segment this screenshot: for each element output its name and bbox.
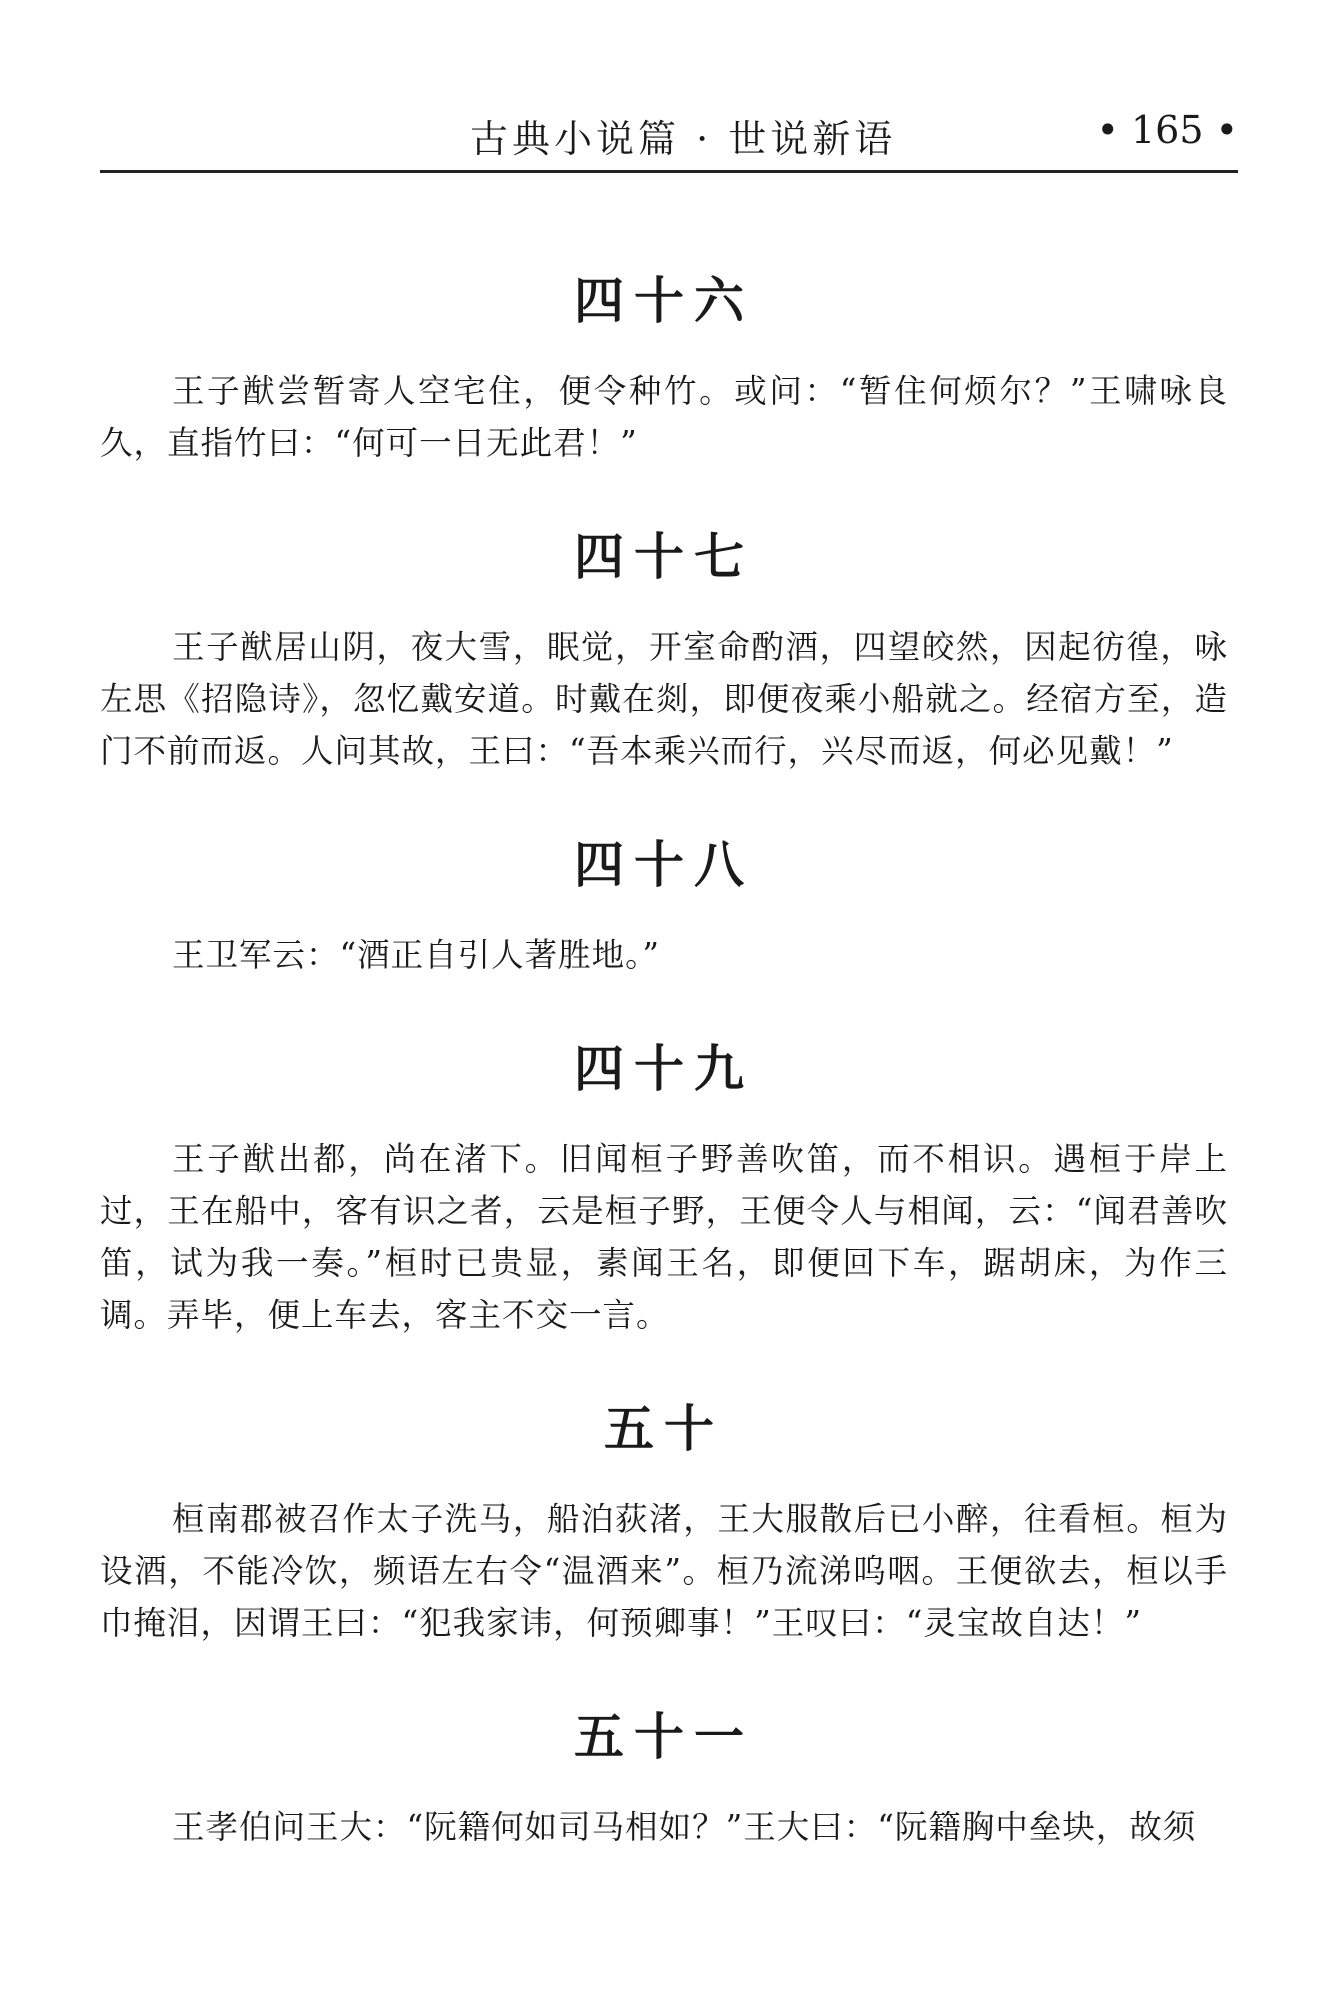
section-paragraph: 王子猷尝暂寄人空宅住，便令种竹。或问：“暂住何烦尔？”王啸咏良久，直指竹曰：“何可一日无此君！” — [100, 372, 1228, 462]
header-rule — [100, 170, 1238, 173]
section-heading: 五十 — [604, 1400, 724, 1458]
section-heading: 四十七 — [574, 528, 754, 586]
section-paragraph: 王孝伯问王大：“阮籍何如司马相如？”王大曰：“阮籍胸中垒块，故须 — [172, 1808, 1197, 1846]
section-47 — [100, 521, 1228, 777]
section-50 — [100, 1393, 1228, 1649]
section-heading: 四十六 — [574, 272, 754, 330]
section-paragraph: 王卫军云：“酒正自引人著胜地。” — [172, 936, 660, 974]
section-paragraph: 王子猷出都，尚在渚下。旧闻桓子野善吹笛，而不相识。遇桓于岸上过，王在船中，客有识之者，云是桓子野，王便令人与相闻，云：“闻君善吹笛，试为我一奏。”桓时已贵显，素闻王名，即便回下车，踞胡床，为作三调。弄毕，便上车去，客主不交一言。 — [100, 1140, 1228, 1334]
section-heading: 四十九 — [574, 1040, 754, 1098]
header-title: 古典小说篇 · 世说新语 — [470, 117, 897, 161]
section-paragraph: 王子猷居山阴，夜大雪，眠觉，开室命酌酒，四望皎然，因起彷徨，咏左思《招隐诗》，忽忆戴安道。时戴在剡，即便夜乘小船就之。经宿方至，造门不前而返。人问其故，王曰：“吾本乘兴而行，兴尽而返，何必见戴！” — [100, 628, 1228, 770]
section-heading: 五十一 — [574, 1708, 754, 1766]
section-paragraph: 桓南郡被召作太子洗马，船泊荻渚，王大服散后已小醉，往看桓。桓为设酒，不能冷饮，频语左右令“温酒来”。桓乃流涕呜咽。王便欲去，桓以手巾掩泪，因谓王曰：“犯我家讳，何预卿事！”王叹曰：“灵宝故自达！” — [100, 1500, 1228, 1642]
page-content — [100, 215, 1228, 1853]
section-48 — [100, 829, 1228, 981]
page-number: • 165 • — [1096, 108, 1238, 152]
section-49 — [100, 1033, 1228, 1341]
running-header — [100, 108, 1238, 168]
section-51 — [100, 1701, 1228, 1853]
section-46 — [100, 265, 1228, 469]
section-heading: 四十八 — [574, 836, 754, 894]
